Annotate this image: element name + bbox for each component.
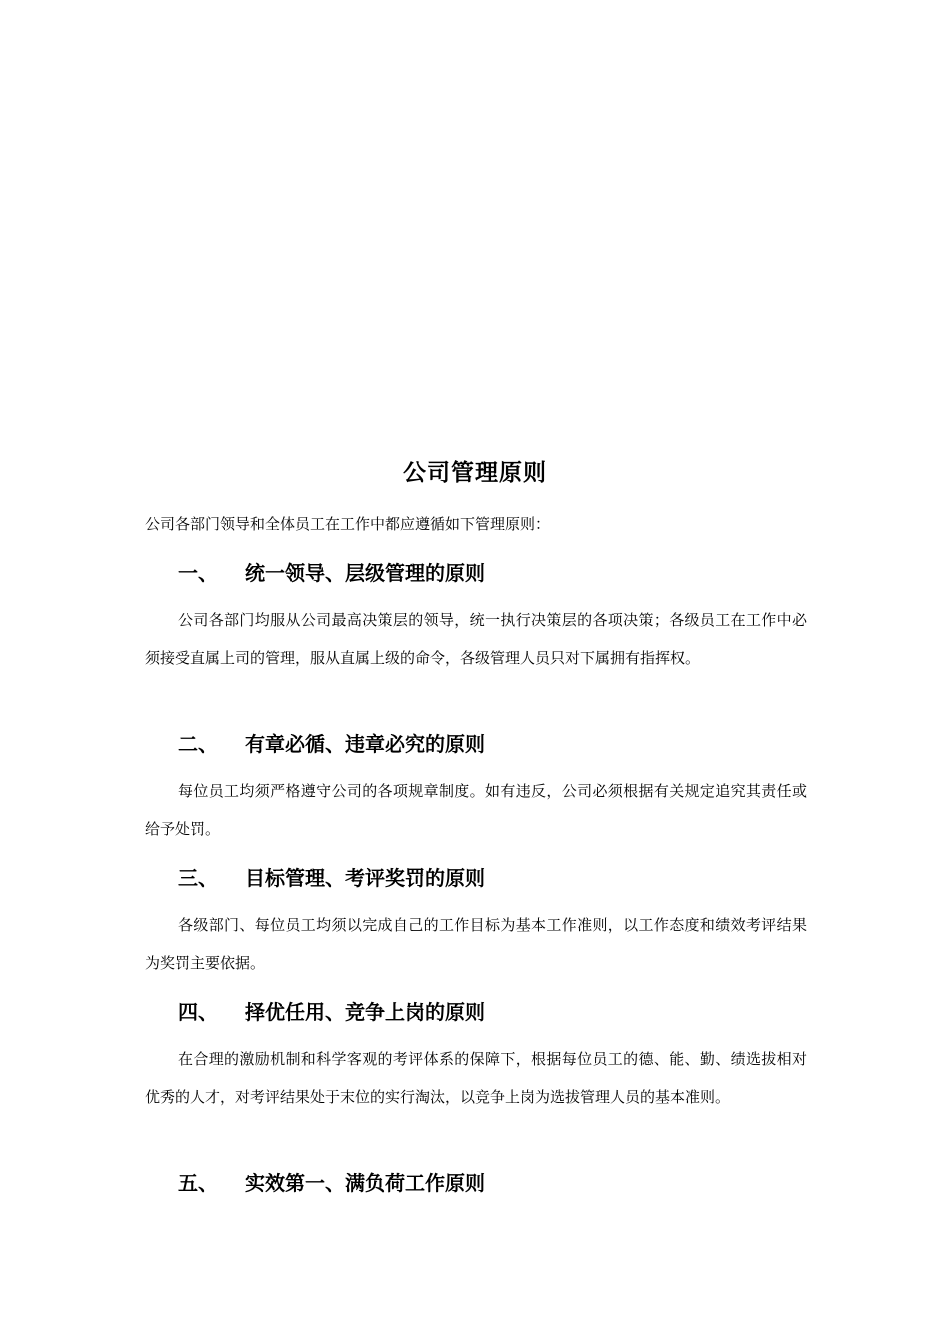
section-body-3: 各级部门、每位员工均须以完成自己的工作目标为基本工作准则，以工作态度和绩效考评结果为奖罚主要依据。 xyxy=(145,916,807,972)
page-title: 公司管理原则 xyxy=(403,459,547,486)
section-number: 三、 xyxy=(178,866,218,890)
intro-paragraph: 公司各部门领导和全体员工在工作中都应遵循如下管理原则： xyxy=(145,515,551,533)
section-heading-3 xyxy=(178,863,485,893)
section-heading-text: 择优任用、竞争上岗的原则 xyxy=(245,1000,485,1024)
section-heading-text: 实效第一、满负荷工作原则 xyxy=(245,1171,485,1195)
section-heading-2 xyxy=(178,729,485,759)
section-heading-1 xyxy=(178,558,485,588)
section-body-2: 每位员工均须严格遵守公司的各项规章制度。如有违反，公司必须根据有关规定追究其责任或给予处罚。 xyxy=(145,782,807,838)
section-body-1: 公司各部门均服从公司最高决策层的领导，统一执行决策层的各项决策；各级员工在工作中必须接受直属上司的管理，服从直属上级的命令，各级管理人员只对下属拥有指挥权。 xyxy=(145,611,807,667)
section-body-4: 在合理的激励机制和科学客观的考评体系的保障下，根据每位员工的德、能、勤、绩选拔相对优秀的人才，对考评结果处于末位的实行淘汰，以竞争上岗为选拔管理人员的基本准则。 xyxy=(145,1050,807,1106)
section-heading-text: 目标管理、考评奖罚的原则 xyxy=(245,866,485,890)
section-number: 五、 xyxy=(178,1171,218,1195)
section-heading-text: 有章必循、违章必究的原则 xyxy=(245,732,485,756)
section-number: 二、 xyxy=(178,732,218,756)
section-heading-4 xyxy=(178,997,485,1027)
section-heading-5 xyxy=(178,1168,485,1198)
section-number: 一、 xyxy=(178,561,218,585)
section-heading-text: 统一领导、层级管理的原则 xyxy=(245,561,485,585)
section-number: 四、 xyxy=(178,1000,218,1024)
